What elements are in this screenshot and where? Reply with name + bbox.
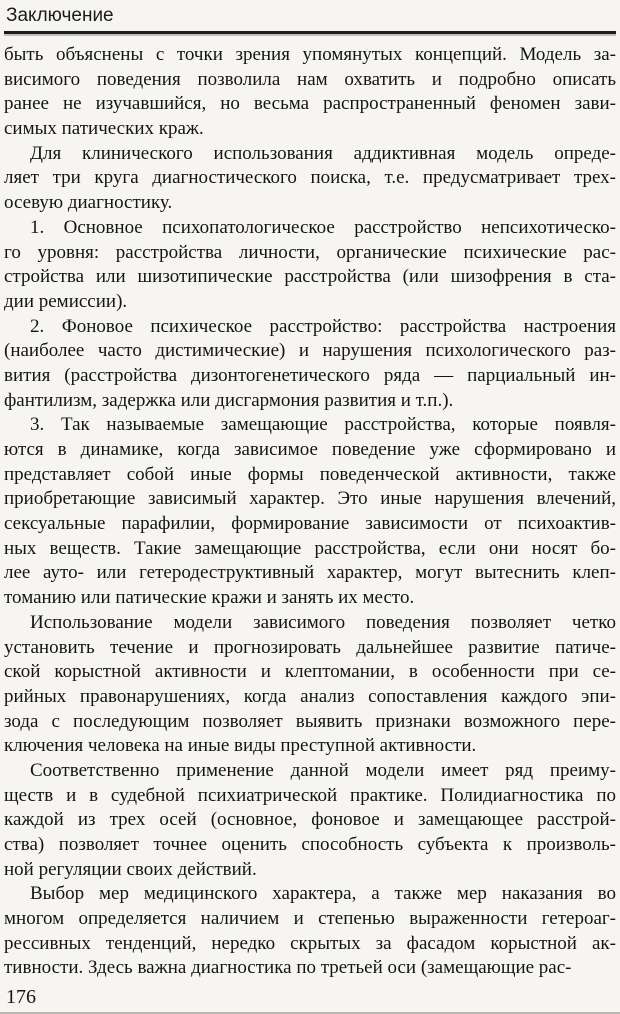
text-line: ществ и в судебной психиатрической практике. Полидиагностика по [4,784,616,806]
text-line: рийных правонарушениях, когда анализ сопоставления каждого эпи- [4,685,616,707]
text-line: ранее не изучавшийся, но весьма распространенный феномен зави- [4,93,616,115]
text-line: сексуальные парафилии, формирование зависимости от психоактив- [4,513,616,535]
text-line: ской корыстной активности и клептомании, в особенности при се- [4,661,616,683]
text-line: ются в динамике, когда зависимое поведение уже сформировано и [4,439,616,460]
text-line: осевую диагностику. [4,192,173,214]
text-line: представляет собой иные формы поведенческой активности, также [4,463,616,485]
text-line: стройства или шизотипические расстройства (или шизофрения в ста- [4,266,616,288]
text-line: ляет три круга диагностического поиска, т.е. предусматривает трех- [4,167,616,189]
text-line: висимого поведения позволила нам охватить и подробно описать [4,68,616,90]
text-line: (наиболее часто дистимические) и нарушения психологического раз- [4,340,616,362]
text-line: 2. Фоновое психическое расстройство: расстройства настроения [30,315,616,337]
text-line: Соответственно применение данной модели имеет ряд преиму- [30,759,616,781]
text-line: 1. Основное психопатологическое расстройство непсихотическо- [30,216,616,238]
text-line: Выбор мер медицинского характера, а также мер наказания во [30,883,616,905]
text-line: лее ауто- или гетеродеструктивный характер, могут вытеснить клеп- [4,562,616,584]
page-number: 176 [6,986,36,1009]
text-line: ной регуляции своих действий. [4,858,257,880]
text-line: многом определяется наличием и степенью выраженности гетероаг- [4,908,616,930]
text-line: ных веществ. Такие замещающие расстройства, если они носят бо- [4,537,616,559]
header-rule [4,31,616,34]
text-line: фантилизм, задержка или дисгармония развития и т.п.). [4,389,454,411]
text-line: каждой из трех осей (основное, фоновое и замещающее расстрой- [4,809,616,831]
text-line: рессивных тенденций, нередко скрытых за фасадом корыстной ак- [4,932,616,954]
text-line: Использование модели зависимого поведения позволяет четко [30,611,616,633]
text-line: Для клинического использования аддиктивная модель опреде- [30,142,616,164]
text-body [4,43,616,981]
text-line: томанию или патические кражи и занять их место. [4,587,415,609]
text-line: зода с последующим позволяет выявить признаки возможного пере- [4,710,616,732]
text-line: го уровня: расстройства личности, органические психические рас- [4,241,616,263]
text-line: ства) позволяет точнее оценить способность субъекта к произволь- [4,834,616,855]
text-line: тивности. Здесь важна диагностика по третьей оси (замещающие рас- [4,957,572,979]
text-line: 3. Так называемые замещающие расстройства, которые появля- [30,414,616,436]
text-line: симых патических краж. [4,118,204,140]
text-line: установить течение и прогнозировать дальнейшее развитие патиче- [4,636,616,658]
text-line: приобретающие зависимый характер. Это иные нарушения влечений, [4,488,616,510]
running-header: Заключение [6,5,114,26]
text-line: вития (расстройства дизонтогенетического ряда — парциальный ин- [4,364,616,386]
text-line: ключения человека на иные виды преступной активности. [4,735,477,757]
text-line: быть объяснены с точки зрения упомянутых концепций. Модель за- [4,44,616,65]
text-line: дии ремиссии). [4,290,128,312]
